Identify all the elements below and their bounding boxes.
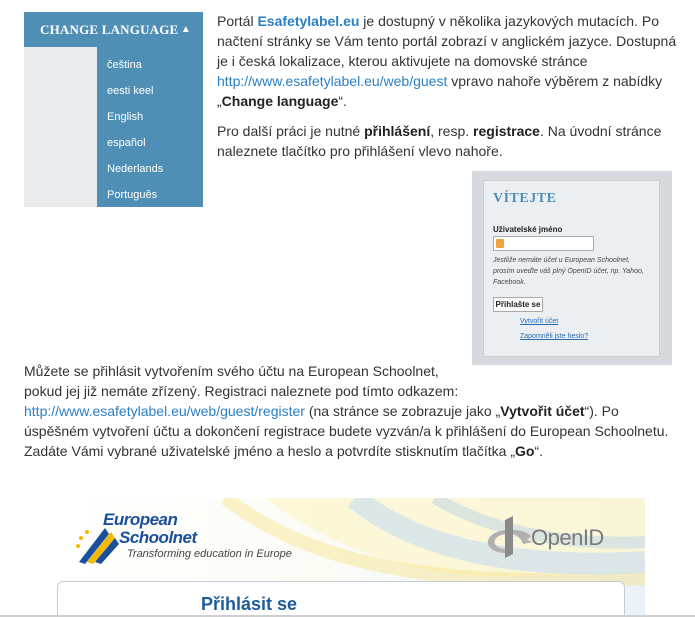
brand-name: Esafetylabel.eu: [257, 13, 360, 29]
text: “). Po úspěšném vytvoření účtu a dokončení registrace budete vyzván/a k přihlášení do European Schoolnetu. Zadáte Vámi vybrané uživatelské jméno a heslo a potvrdíte stisknutím tlačítka „: [24, 403, 669, 459]
text: Pro další práci je nutné: [217, 123, 365, 139]
european-schoolnet-logo-icon: [75, 526, 121, 566]
login-panel: [483, 180, 660, 357]
login-emphasis: přihlášení: [364, 123, 431, 139]
signin-panel: [57, 581, 625, 617]
login-paragraph: [217, 121, 677, 161]
eun-title-line2: Schoolnet: [119, 528, 197, 547]
openid-field-icon: [496, 239, 504, 248]
change-language-title: CHANGE LANGUAGE: [40, 22, 179, 37]
register-link[interactable]: http://www.esafetylabel.eu/web/guest/register: [24, 403, 305, 419]
language-list: [97, 47, 203, 207]
language-item: eesti keel: [107, 85, 154, 97]
openid-wordmark: OpenID: [531, 525, 604, 550]
openid-hint: Jestliže nemáte účet u European Schoolnet, prosím uveďte váš plný OpenID účet, np. Yahoo, Facebook.: [493, 257, 644, 286]
welcome-title: VÍTEJTE: [493, 191, 557, 206]
language-item: Português: [107, 189, 158, 201]
change-language-header: [24, 12, 203, 47]
intro-paragraph: [217, 11, 677, 111]
signin-title: Přihlásit se: [201, 594, 298, 614]
forgot-password-link: Zapomněli jste heslo?: [520, 333, 589, 340]
language-item: español: [107, 137, 146, 149]
go-emphasis: Go: [515, 443, 535, 459]
register-paragraph: [24, 361, 679, 461]
guest-link[interactable]: http://www.esafetylabel.eu/web/guest: [217, 73, 448, 89]
registration-emphasis: registrace: [473, 123, 540, 139]
openid-logo-icon: [483, 514, 533, 558]
caret-up-icon: ▲: [180, 24, 191, 35]
text: “.: [338, 93, 347, 109]
username-field: [493, 236, 594, 251]
text: (na stránce se zobrazuje jako „: [304, 403, 501, 419]
text: Portál: [217, 13, 258, 29]
text: pokud jej již nemáte zřízený. Registraci naleznete pod tímto odkazem:: [24, 383, 459, 399]
eun-login-banner-image: [55, 498, 645, 617]
text: Můžete se přihlásit vytvořením svého účtu na European Schoolnet,: [24, 363, 439, 379]
language-item: čeština: [107, 59, 142, 71]
username-label: Uživatelské jméno: [493, 225, 563, 234]
change-language-menu-image: [24, 12, 203, 207]
create-account-link: Vytvořit účet: [520, 318, 559, 325]
signin-button: Přihlašte se: [493, 297, 543, 312]
text: vpravo nahoře výběrem z nabídky „: [217, 73, 663, 109]
eun-tagline: Transforming education in Europe: [127, 548, 292, 560]
text: je dostupný v několika jazykových mutacích. Po načtení stránky se Vám tento portál zobrazí v anglickém jazyce. Dostupná je i česká lokalizace, kterou aktivujete na domovské stránce: [217, 13, 677, 69]
text: , resp.: [430, 123, 474, 139]
change-language-emphasis: Change language: [221, 93, 339, 109]
text: “.: [534, 443, 544, 459]
text: . Na úvodní stránce naleznete tlačítko pro přihlášení vlevo nahoře.: [217, 123, 662, 159]
eun-title-line1: European: [103, 510, 178, 529]
create-account-emphasis: Vytvořit účet: [500, 403, 585, 419]
language-item: English: [107, 111, 144, 123]
language-item: Nederlands: [107, 163, 164, 175]
login-box-image: [472, 171, 672, 365]
